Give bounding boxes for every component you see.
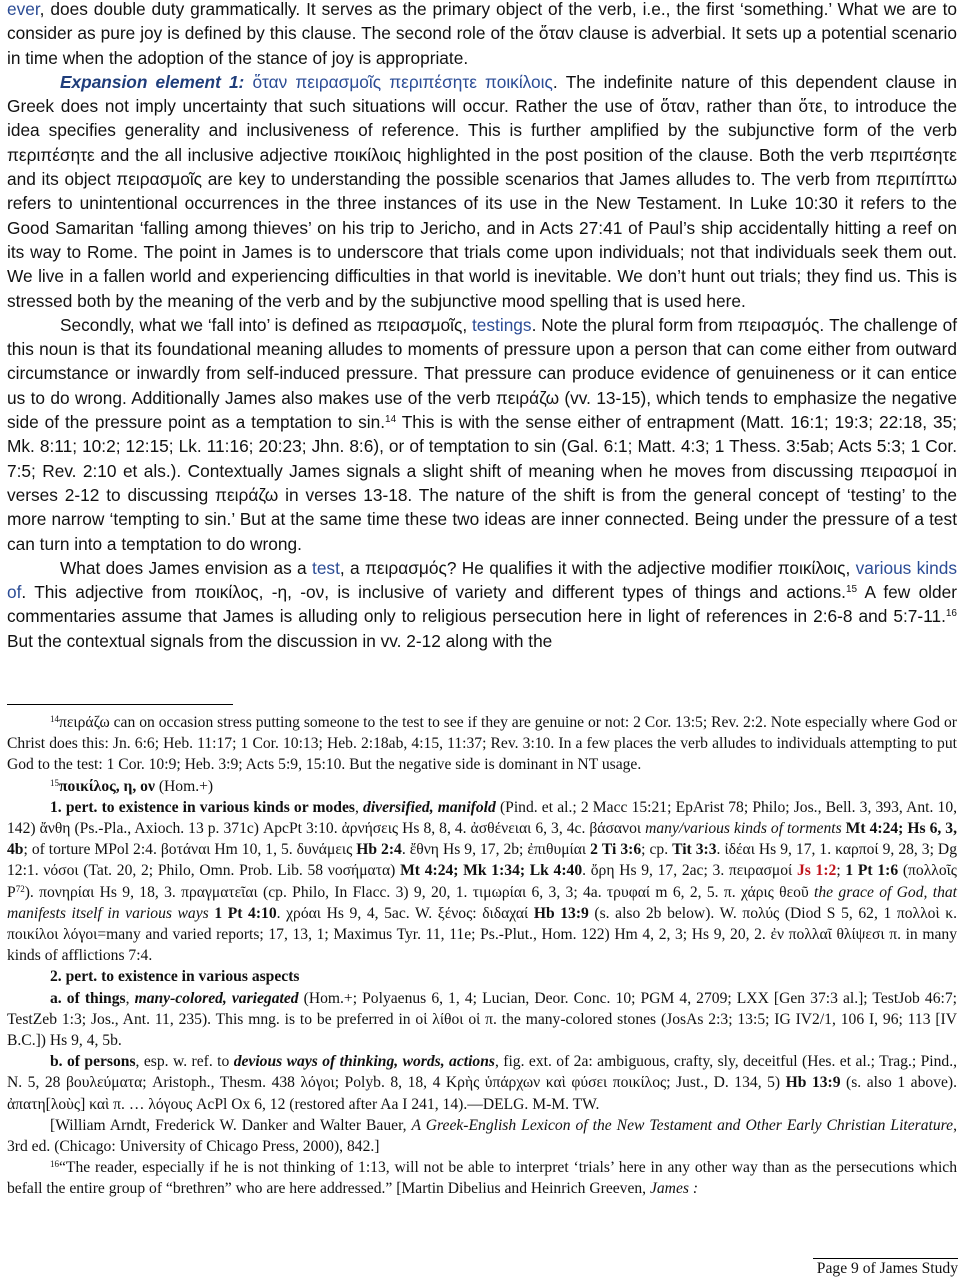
- text-run: πειράζω can on occasion stress putting someone to the test to see if they are genuine or not: 2 Cor. 13:5; Rev. 2:2. Note especially where God or Christ does this: Jn. 6:6; Heb. 11:17; 1 Cor. 10:13; Heb. 2:18ab, 4:15, 11:37; Rev. 3:10. In a few places the verb alludes to individuals attempting to put God to the test: 1 Cor. 10:9; Heb. 3:9; Acts 5:9, 15:10. But the negative side is dominant in NT usage.: [7, 714, 957, 774]
- text-run: . Note the plural form from πειρασμός. The challenge of this noun is that its foundational meaning alludes to moments of pressure upon a person that can come either from outward circumstance or inwardly from self-induced pressure. That pressure can produce evidence of genuineness or it can entice us to do wrong. Additionally James also makes use of the verb πειράζω (vv. 13-15), which tends to emphasize the negative side of the pressure point as a temptation to sin.: [7, 314, 957, 433]
- text-run: , 3rd ed. (Chicago: University of Chicago Press, 2000), 842.]: [7, 1116, 957, 1156]
- footnote-16: [7, 1157, 957, 1199]
- text-run: 14: [385, 414, 397, 426]
- text-run: But the contextual signals from the discussion in vv. 2-12 along with the: [7, 630, 553, 651]
- text-run: diversified, manifold: [363, 798, 496, 816]
- text-run: This is with the sense either of entrapment (Matt. 16:1; 19:3; 22:18, 35; Mk. 8:11; 10:2; 12:15; Lk. 11:16; 20:23; Jhn. 8:6), or of temptation to sin (Gal. 6:1; Matt. 4:3; 1 Thess. 3:5ab; Acts 5:3; 1 Cor. 7:5; Rev. 2:10 et als.). Contextually James signals a slight shift of meaning when he moves from discussing πειρασμοί in verses 2-12 to discussing πειράζω in verses 13-18. The nature of the shift is from the general concept of ‘testing’ to the more narrow ‘tempting to sin.’ But at the same time these two ideas are inner connected. Being under the pressure of a test can turn into a temptation to do wrong.: [7, 412, 957, 554]
- paragraph-test-envision: [7, 556, 957, 653]
- footnote-14: [7, 712, 957, 776]
- text-run: 16: [945, 608, 957, 620]
- paragraph-1: [7, 0, 957, 70]
- text-run: . The indefinite nature of this dependent clause in Greek does not imply uncertainty that such situations will occur. Rather the use of ὅταν, rather than ὅτε, to introduce the idea specifies generality and inclusiveness of reference. This is further amplified by the subjunctive form of the verb περιπέσητε and the all inclusive adjective ποικίλοις highlighted in the post position of the clause. Both the verb περιπέσητε and its object πειρασμοῖς are key to understanding the possible scenarios that James alludes to. The verb from περιπίπτω refers to unintentional occurrences in the three instances of its use in the New Testament. In Luke 10:30 it refers to the Good Samaritan ‘falling among thieves’ on his trip to Jericho, and in Acts 27:41 of Paul’s ship accidentally hitting a reef on its way to Rome. The point in James is to underscore that trials come upon individuals; not that individuals seek them out. We live in a fallen world and experiencing difficulties in that world is inevitable. We don’t hunt out trials; they find us. This is stressed both by the meaning of the verb and by the subjunctive mood spelling that is used here.: [7, 71, 957, 311]
- text-run: ). πονηρίαι Hs 9, 18, 3. πραγματεῖαι (cp. Philo, In Flacc. 3) 9, 20, 1. τιμωρίαι 6, 3, 3; 4a. τρυφαί m 6, 2, 5. π. χάρις θεοῦ: [24, 883, 815, 901]
- text-run: A few older commentaries assume that James is alluding only to religious persecution here in light of references in 2:6-8 and 5:7-11.: [7, 582, 957, 627]
- text-run: Hb 13:9: [785, 1074, 841, 1092]
- footnote-15-sense-1: [7, 797, 957, 967]
- text-run: ὅταν πειρασμοῖς περιπέσητε ποικίλοις: [252, 71, 553, 92]
- text-run: Expansion element 1:: [60, 71, 253, 92]
- footnote-15-heading: [7, 776, 957, 797]
- text-run: many-colored, variegated: [134, 989, 299, 1007]
- text-run: (Hom.+): [154, 777, 214, 795]
- text-run: . ἔθνη Hs 9, 17, 2b; ἐπιθυμίαι: [401, 841, 591, 859]
- text-run: , a πειρασμός? He qualifies it with the adjective modifier ποικίλοις,: [339, 557, 856, 578]
- text-run: devious ways of thinking, words, actions: [233, 1053, 495, 1071]
- text-run: test: [312, 557, 340, 578]
- paragraph-expansion-element-1: [7, 70, 957, 313]
- text-run: 1 Pt 4:10: [214, 904, 277, 922]
- text-run: “The reader, especially if he is not thinking of 1:13, will not be able to interpret ‘trials’ here in any other way than as the persecutions which befall the entire group of “brethren” who are here addressed.” [Martin Dibelius and Heinrich Greeven,: [7, 1159, 957, 1198]
- footnote-15-citation: [7, 1115, 957, 1157]
- text-run: . χρόαι Hs 9, 4, 5ac. W. ξένος: διδαχαί: [276, 904, 534, 922]
- text-run: 2. pert. to existence in various aspects: [50, 968, 300, 986]
- text-run: 15: [50, 777, 59, 788]
- footnote-separator: [7, 704, 233, 705]
- text-run: Tit 3:3: [672, 841, 717, 859]
- text-run: 1 Pt 1:6: [845, 862, 899, 880]
- text-run: (Hom.+; Polyaenus 6, 1, 4; Lucian, Deor. Conc. 10; PGM 4, 2709; LXX [Gen 37:3 al.]; TestJob 46:7; TestZeb 1:3; Jos., Ant. 11, 235). This mng. is to be preferred in οἱ λίθοι οἱ π. the many-colored stones (JosAs 2:3; 13:5; IG IV2/1, 106 I, 96; 113 [IV B.C.]) Hs 9, 4, 5b.: [7, 989, 957, 1050]
- page-footer: [813, 1258, 958, 1279]
- text-run: A Greek-English Lexicon of the New Testament and Other Early Christian Literature: [411, 1116, 954, 1134]
- text-run: Hb 13:9: [533, 904, 589, 922]
- text-run: , esp. w. ref. to: [135, 1053, 234, 1071]
- text-run: testings: [472, 314, 532, 335]
- text-run: 14: [50, 714, 59, 724]
- footnotes: [7, 712, 957, 1200]
- text-run: b. of persons: [50, 1053, 136, 1071]
- text-run: 2 Ti 3:6: [590, 841, 642, 859]
- text-run: 1. pert. to existence in various kinds or modes: [50, 798, 355, 816]
- footnote-15-sense-2: [7, 966, 957, 987]
- text-run: 72: [15, 883, 25, 894]
- text-run: [William Arndt, Frederick W. Danker and Walter Bauer,: [50, 1116, 412, 1134]
- text-run: ; cp.: [641, 841, 673, 859]
- page-number-label: Page 9 of James Study: [816, 1260, 958, 1277]
- text-run: ;: [836, 862, 846, 880]
- text-run: Secondly, what we ‘fall into’ is defined as πειρασμοῖς,: [60, 314, 472, 335]
- text-run: ποικίλος, η, ον: [59, 777, 155, 795]
- main-text: [7, 0, 957, 653]
- text-run: many/various kinds of torments: [645, 820, 842, 838]
- text-run: James :: [649, 1180, 699, 1198]
- text-run: (πολλοῖς P: [7, 862, 957, 901]
- text-run: Mt 4:24; Mk 1:34; Lk 4:40: [400, 862, 583, 880]
- text-run: ,: [354, 798, 364, 816]
- text-run: (Pind. et al.; 2 Macc 15:21; EpArist 78; Philo; Jos., Bell. 3, 393, Ant. 10, 142) ἄνθη (Ps.-Pla., Axioch. 13 p. 371c) ApcPt 3:10. ἀρνήσεις Hs 8, 8, 4. ἀσθένειαι 6, 3, 4c. βάσανοι: [7, 798, 958, 838]
- text-run: , does double duty grammatically. It serves as the primary object of the verb, i.e., the first ‘something.’ What we are to consider as pure joy is defined by this clause. The second role of the ὅταν clause is adverbial. It sets up a potential scenario in time when the adoption of the stance of joy is appropriate.: [7, 0, 957, 68]
- text-run: . ὄρη Hs 9, 17, 2ac; 3. πειρασμοί: [582, 862, 797, 880]
- text-run: (s. also 2b below). W. πολύς (Diod S 5, 62, 1 πολλοὶ κ. ποικίλοι λόγοι=many and varied reports; 17, 13, 1; Maximus Tyr. 11, 11e; Ps.-Plut., Hom. 122) Hm 4, 2, 3; Hs 9, 20, 2. ἐν πολλαῖ θλίψεσι π. in many kinds of afflictions 7:4.: [7, 904, 957, 965]
- text-run: Mt 4:24; Hs 6, 3, 4b: [7, 820, 957, 859]
- text-run: the grace of God, that manifests itself in various ways: [7, 883, 957, 922]
- text-run: a. of things: [50, 989, 126, 1007]
- text-run: ,: [125, 989, 135, 1007]
- text-run: 16: [50, 1159, 59, 1170]
- text-run: various kinds of: [7, 557, 957, 603]
- footnote-15-sense-2b: [7, 1051, 957, 1115]
- footnote-15-sense-2a: [7, 988, 957, 1052]
- text-run: Hb 2:4: [356, 841, 402, 859]
- text-run: . ἰδέαι Hs 9, 17, 1. καρποί 9, 28, 3; Dg 12:1. νόσοι (Tat. 20, 2; Philo, Omn. Prob. Lib. 58 νοσήματα): [7, 841, 957, 880]
- text-run: What does James envision as a: [60, 557, 313, 578]
- paragraph-testings: [7, 313, 957, 556]
- text-run: ; of torture MPol 2:4. βοτάναι Hm 10, 1, 5. δυνάμεις: [23, 841, 357, 859]
- text-run: ever: [7, 0, 40, 19]
- text-run: Js 1:2: [796, 862, 837, 880]
- text-run: . This adjective from ποικίλος, -η, -ον, is inclusive of variety and different types of things and actions.: [21, 582, 846, 603]
- text-run: 15: [845, 584, 858, 596]
- text-run: , fig. ext. of 2a: ambiguous, crafty, sly, deceitful (Hes. et al.; Trag.; Pind., N. 5, 28 βουλεύματα; Aristoph., Thesm. 438 λόγοι; Polyb. 8, 18, 4 Κρὴς ὑπάρχων καὶ φύσει ποικίλος; Just., D. 134, 5): [7, 1053, 958, 1092]
- text-run: (s. also 1 above). ἀπατη[λοὺς] καὶ π. … λόγους AcPl Ox 6, 12 (restored after Aa I 241, 14).—DELG. M-M. TW.: [7, 1074, 957, 1113]
